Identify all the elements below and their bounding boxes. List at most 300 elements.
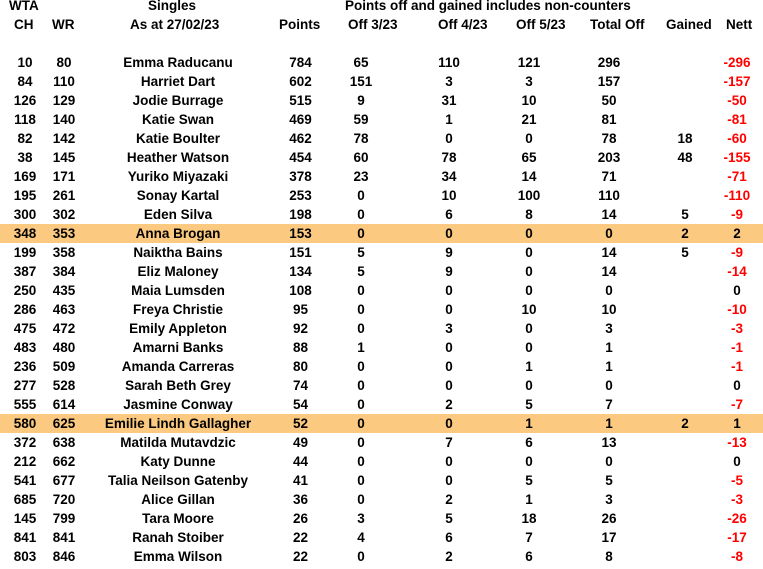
cell-total-off: 8 <box>605 549 613 564</box>
cell-off-3-23: 0 <box>357 359 365 374</box>
table-row <box>0 452 763 471</box>
cell-player-name: Talia Neilson Gatenby <box>107 473 249 488</box>
table-row <box>0 205 763 224</box>
cell-wr: 472 <box>52 321 76 336</box>
cell-gained <box>659 91 711 110</box>
cell-off-3-23: 0 <box>357 454 365 469</box>
cell-off-3-23: 1 <box>357 340 365 355</box>
cell-off-4-23: 0 <box>445 340 453 355</box>
cell-off-5-23: 1 <box>525 492 533 507</box>
cell-ch: 236 <box>13 359 37 374</box>
cell-player-name: Sarah Beth Grey <box>125 378 231 393</box>
cell-nett: 1 <box>711 414 763 433</box>
table-row <box>0 129 763 148</box>
cell-total-off: 1 <box>559 414 659 433</box>
cell-off-5-23: 0 <box>525 264 533 279</box>
cell-points: 602 <box>289 74 312 89</box>
cell-wr: 677 <box>52 473 76 488</box>
cell-nett: -7 <box>730 397 743 412</box>
cell-off-4-23: 2 <box>445 549 453 564</box>
cell-gained <box>659 281 711 300</box>
cell-off-4-23: 0 <box>445 378 453 393</box>
cell-off-3-23: 59 <box>353 112 369 127</box>
cell-nett: -10 <box>727 302 747 317</box>
cell-ch: 126 <box>13 93 37 108</box>
cell-gained <box>659 528 711 547</box>
table-row <box>0 471 763 490</box>
cell-player-name: Naiktha Bains <box>133 245 223 260</box>
cell-ch: 145 <box>13 511 37 526</box>
cell-off-5-23: 0 <box>525 131 533 146</box>
table-row <box>0 91 763 110</box>
cell-off-4-23: 0 <box>445 283 453 298</box>
cell-player-name: Katie Swan <box>141 112 215 127</box>
cell-ch: 803 <box>13 549 37 564</box>
cell-total-off: 157 <box>597 74 621 89</box>
cell-gained <box>659 452 711 471</box>
cell-off-5-23: 10 <box>521 302 537 317</box>
cell-off-4-23: 3 <box>445 74 453 89</box>
cell-ch: 300 <box>13 207 37 222</box>
cell-nett: -60 <box>727 131 747 146</box>
cell-gained: 5 <box>681 245 689 260</box>
cell-off-3-23: 78 <box>353 131 369 146</box>
cell-total-off: 17 <box>601 530 617 545</box>
cell-gained <box>659 490 711 509</box>
table-row <box>0 167 763 186</box>
cell-wr: 662 <box>52 454 76 469</box>
cell-ch: 541 <box>13 473 37 488</box>
cell-gained <box>659 167 711 186</box>
table-row <box>0 110 763 129</box>
cell-total-off: 14 <box>601 207 617 222</box>
cell-player-name: Katy Dunne <box>140 454 216 469</box>
cell-gained <box>659 300 711 319</box>
header-off-4-23: Off 4/23 <box>438 17 488 32</box>
cell-gained <box>659 186 711 205</box>
cell-off-4-23: 0 <box>445 131 453 146</box>
cell-wr: 353 <box>50 224 78 243</box>
cell-gained: 2 <box>659 224 711 243</box>
cell-off-3-23: 0 <box>357 397 365 412</box>
cell-points: 88 <box>292 340 309 355</box>
cell-off-5-23: 0 <box>499 224 559 243</box>
cell-wr: 142 <box>52 131 76 146</box>
cell-off-3-23: 0 <box>357 283 365 298</box>
cell-off-3-23: 0 <box>357 188 365 203</box>
cell-wr: 358 <box>52 245 76 260</box>
table-row <box>0 528 763 547</box>
cell-off-4-23: 0 <box>445 302 453 317</box>
cell-gained <box>659 509 711 528</box>
cell-off-3-23: 0 <box>357 302 365 317</box>
cell-off-4-23: 0 <box>445 473 453 488</box>
cell-points: 41 <box>292 473 309 488</box>
header-total-off: Total Off <box>590 17 645 32</box>
cell-nett: -13 <box>727 435 747 450</box>
cell-off-4-23: 7 <box>445 435 453 450</box>
cell-points: 74 <box>292 378 309 393</box>
cell-off-3-23: 0 <box>357 492 365 507</box>
cell-off-5-23: 3 <box>525 74 533 89</box>
cell-player-name: Eden Silva <box>143 207 213 222</box>
cell-off-4-23: 2 <box>445 397 453 412</box>
cell-ch: 169 <box>13 169 37 184</box>
cell-player-name: Emily Appleton <box>129 321 227 336</box>
cell-nett: 0 <box>733 454 741 469</box>
cell-gained <box>659 338 711 357</box>
cell-player-name: Emma Raducanu <box>123 55 233 70</box>
cell-gained: 2 <box>659 414 711 433</box>
cell-points: 36 <box>292 492 309 507</box>
cell-off-5-23: 10 <box>521 93 537 108</box>
cell-player-name: Sonay Kartal <box>136 188 220 203</box>
table-row <box>0 509 763 528</box>
table-row <box>0 186 763 205</box>
cell-off-5-23: 0 <box>525 321 533 336</box>
cell-nett: -8 <box>730 549 743 564</box>
cell-total-off: 71 <box>601 169 617 184</box>
cell-off-5-23: 0 <box>525 378 533 393</box>
cell-wr: 129 <box>52 93 76 108</box>
cell-off-3-23: 0 <box>323 414 399 433</box>
cell-points: 44 <box>292 454 309 469</box>
table-row <box>0 224 763 243</box>
cell-total-off: 1 <box>605 359 613 374</box>
cell-off-5-23: 7 <box>525 530 533 545</box>
cell-wr: 799 <box>52 511 76 526</box>
cell-player-name: Yuriko Miyazaki <box>127 169 229 184</box>
cell-off-5-23: 5 <box>525 473 533 488</box>
cell-points: 95 <box>292 302 309 317</box>
cell-total-off: 5 <box>605 473 613 488</box>
cell-ch: 199 <box>13 245 37 260</box>
header-points: Points <box>279 17 321 32</box>
cell-gained <box>659 433 711 452</box>
cell-wr: 140 <box>52 112 76 127</box>
cell-player-name: Matilda Mutavdzic <box>120 435 236 450</box>
cell-total-off: 10 <box>601 302 617 317</box>
table-row <box>0 148 763 167</box>
cell-off-4-23: 6 <box>445 207 453 222</box>
cell-points: 462 <box>289 131 312 146</box>
cell-wr: 614 <box>52 397 76 412</box>
cell-wr: 463 <box>52 302 76 317</box>
cell-points: 49 <box>292 435 309 450</box>
cell-off-3-23: 0 <box>357 435 365 450</box>
cell-ch: 212 <box>13 454 37 469</box>
cell-points: 198 <box>289 207 312 222</box>
cell-ch: 580 <box>0 414 50 433</box>
cell-points: 108 <box>289 283 312 298</box>
table-row <box>0 376 763 395</box>
cell-wr: 528 <box>52 378 76 393</box>
header-ch: CH <box>14 17 34 32</box>
cell-off-3-23: 0 <box>357 378 365 393</box>
cell-wr: 846 <box>52 549 76 564</box>
cell-wr: 625 <box>50 414 78 433</box>
cell-off-4-23: 3 <box>445 321 453 336</box>
cell-gained <box>659 376 711 395</box>
cell-points: 22 <box>292 549 309 564</box>
cell-ch: 118 <box>14 112 36 127</box>
cell-points: 92 <box>292 321 309 336</box>
table-row <box>0 53 763 72</box>
cell-off-5-23: 0 <box>525 340 533 355</box>
cell-ch: 10 <box>17 55 33 70</box>
cell-gained <box>659 471 711 490</box>
cell-off-3-23: 60 <box>353 150 369 165</box>
cell-points: 378 <box>289 169 312 184</box>
table-row <box>0 490 763 509</box>
cell-ch: 348 <box>0 224 50 243</box>
cell-off-5-23: 0 <box>525 454 533 469</box>
cell-points: 784 <box>289 55 312 70</box>
table-row <box>0 262 763 281</box>
cell-nett: -50 <box>727 93 747 108</box>
header-nett: Nett <box>726 17 753 32</box>
cell-off-3-23: 5 <box>357 264 365 279</box>
cell-off-3-23: 0 <box>357 321 365 336</box>
cell-player-name: Tara Moore <box>142 511 214 526</box>
cell-player-name: Alice Gillan <box>141 492 215 507</box>
cell-player-name: Harriet Dart <box>140 74 216 89</box>
cell-off-4-23: 0 <box>399 224 499 243</box>
cell-total-off: 0 <box>605 454 613 469</box>
cell-points: 26 <box>292 511 309 526</box>
cell-player-name: Emma Wilson <box>133 549 223 564</box>
cell-total-off: 110 <box>598 188 620 203</box>
cell-off-4-23: 2 <box>445 492 453 507</box>
cell-wr: 638 <box>52 435 76 450</box>
header-singles: Singles <box>148 0 197 13</box>
cell-off-5-23: 21 <box>521 112 537 127</box>
table-row <box>0 319 763 338</box>
table-row <box>0 281 763 300</box>
cell-player-name: Amanda Carreras <box>121 359 235 374</box>
cell-off-3-23: 9 <box>357 93 365 108</box>
cell-player-name: Katie Boulter <box>135 131 220 146</box>
cell-nett: 2 <box>711 224 763 243</box>
table-row <box>0 414 763 433</box>
cell-points: 253 <box>289 188 312 203</box>
header-as-at: As at 27/02/23 <box>130 17 220 32</box>
cell-ch: 195 <box>13 188 37 203</box>
table-row <box>0 338 763 357</box>
header-gained: Gained <box>666 17 712 32</box>
cell-nett: 0 <box>733 378 741 393</box>
cell-off-5-23: 0 <box>525 245 533 260</box>
cell-off-5-23: 14 <box>521 169 537 184</box>
cell-points: 52 <box>278 414 323 433</box>
cell-off-5-23: 6 <box>525 549 533 564</box>
cell-points: 151 <box>289 245 312 260</box>
cell-off-5-23: 18 <box>521 511 537 526</box>
cell-total-off: 0 <box>559 224 659 243</box>
cell-off-4-23: 0 <box>399 414 499 433</box>
cell-off-3-23: 0 <box>323 224 399 243</box>
cell-total-off: 78 <box>601 131 617 146</box>
cell-player-name: Maia Lumsden <box>131 283 225 298</box>
cell-off-4-23: 10 <box>441 188 457 203</box>
cell-gained <box>659 53 711 72</box>
cell-nett: -155 <box>723 150 751 165</box>
cell-total-off: 26 <box>601 511 617 526</box>
cell-off-3-23: 23 <box>353 169 369 184</box>
cell-nett: -9 <box>730 245 743 260</box>
cell-nett: -1 <box>730 340 743 355</box>
cell-off-5-23: 0 <box>525 283 533 298</box>
cell-player-name: Emilie Lindh Gallagher <box>78 414 278 433</box>
cell-off-3-23: 0 <box>357 207 365 222</box>
cell-wr: 302 <box>52 207 76 222</box>
cell-off-3-23: 4 <box>357 530 365 545</box>
cell-gained <box>659 72 711 91</box>
header-points-note: Points off and gained includes non-counters <box>345 0 631 13</box>
cell-off-4-23: 31 <box>441 93 457 108</box>
cell-nett: -5 <box>730 473 743 488</box>
cell-player-name: Jasmine Conway <box>123 397 233 412</box>
table-row <box>0 395 763 414</box>
cell-off-5-23: 1 <box>499 414 559 433</box>
cell-total-off: 14 <box>601 264 617 279</box>
cell-nett: -3 <box>730 321 743 336</box>
cell-total-off: 0 <box>605 283 613 298</box>
table-row <box>0 547 763 566</box>
cell-nett: -1 <box>730 359 743 374</box>
cell-gained: 5 <box>681 207 689 222</box>
cell-total-off: 1 <box>605 340 613 355</box>
cell-wr: 80 <box>56 55 72 70</box>
cell-off-4-23: 6 <box>445 530 453 545</box>
cell-gained <box>659 547 711 566</box>
cell-ch: 277 <box>13 378 37 393</box>
cell-wr: 384 <box>52 264 76 279</box>
cell-ch: 84 <box>17 74 33 89</box>
cell-ch: 372 <box>13 435 37 450</box>
cell-off-4-23: 0 <box>445 454 453 469</box>
cell-nett: -157 <box>723 74 751 89</box>
cell-ch: 685 <box>13 492 37 507</box>
cell-gained <box>659 262 711 281</box>
cell-off-3-23: 151 <box>349 74 373 89</box>
table-row <box>0 243 763 262</box>
cell-wr: 720 <box>52 492 76 507</box>
cell-off-4-23: 5 <box>445 511 453 526</box>
cell-wr: 261 <box>52 188 76 203</box>
table-row <box>0 433 763 452</box>
cell-off-3-23: 0 <box>357 549 365 564</box>
table-row <box>0 300 763 319</box>
cell-gained <box>659 319 711 338</box>
cell-total-off: 14 <box>601 245 617 260</box>
cell-wr: 841 <box>52 530 76 545</box>
cell-off-4-23: 78 <box>441 150 457 165</box>
cell-nett: -26 <box>727 511 747 526</box>
cell-off-5-23: 121 <box>517 55 541 70</box>
rankings-table <box>0 53 763 566</box>
cell-player-name: Jodie Burrage <box>132 93 224 108</box>
cell-points: 454 <box>289 150 312 165</box>
cell-off-5-23: 8 <box>525 207 533 222</box>
cell-points: 80 <box>292 359 309 374</box>
cell-nett: -9 <box>730 207 743 222</box>
cell-ch: 250 <box>13 283 37 298</box>
cell-total-off: 7 <box>605 397 613 412</box>
header-wta: WTA <box>9 0 39 13</box>
cell-ch: 38 <box>17 150 33 165</box>
header-off-5-23: Off 5/23 <box>516 17 566 32</box>
cell-gained: 48 <box>677 150 693 165</box>
header-off-3-23: Off 3/23 <box>348 17 398 32</box>
cell-gained <box>659 357 711 376</box>
cell-off-5-23: 5 <box>525 397 533 412</box>
cell-off-3-23: 0 <box>357 473 365 488</box>
cell-off-3-23: 5 <box>357 245 365 260</box>
cell-off-4-23: 110 <box>438 55 460 70</box>
cell-player-name: Eliz Maloney <box>137 264 219 279</box>
cell-gained: 18 <box>677 131 693 146</box>
cell-nett: -81 <box>727 112 747 127</box>
cell-total-off: 50 <box>601 93 617 108</box>
cell-nett: -296 <box>723 55 751 70</box>
cell-gained <box>659 395 711 414</box>
cell-ch: 82 <box>17 131 33 146</box>
cell-wr: 509 <box>52 359 76 374</box>
cell-nett: -110 <box>723 188 751 203</box>
table-row <box>0 357 763 376</box>
cell-ch: 475 <box>13 321 37 336</box>
cell-player-name: Heather Watson <box>126 150 230 165</box>
cell-off-5-23: 6 <box>525 435 533 450</box>
cell-player-name: Anna Brogan <box>78 224 278 243</box>
table-row <box>0 72 763 91</box>
cell-points: 134 <box>289 264 312 279</box>
cell-points: 153 <box>278 224 323 243</box>
cell-nett: -71 <box>727 169 747 184</box>
cell-off-5-23: 1 <box>525 359 533 374</box>
cell-off-4-23: 34 <box>441 169 457 184</box>
cell-points: 22 <box>292 530 309 545</box>
cell-points: 469 <box>289 112 312 127</box>
cell-player-name: Amarni Banks <box>132 340 224 355</box>
cell-points: 515 <box>289 93 312 108</box>
cell-total-off: 3 <box>605 492 613 507</box>
cell-player-name: Freya Christie <box>132 302 224 317</box>
cell-wr: 435 <box>52 283 76 298</box>
cell-ch: 483 <box>13 340 37 355</box>
cell-off-4-23: 9 <box>445 245 453 260</box>
cell-ch: 841 <box>13 530 37 545</box>
cell-wr: 110 <box>53 74 75 89</box>
cell-total-off: 0 <box>605 378 613 393</box>
cell-wr: 171 <box>52 169 76 184</box>
cell-nett: -14 <box>727 264 747 279</box>
cell-ch: 555 <box>13 397 37 412</box>
cell-gained <box>659 110 711 129</box>
cell-player-name: Ranah Stoiber <box>132 530 224 545</box>
cell-total-off: 81 <box>601 112 617 127</box>
cell-off-4-23: 0 <box>445 359 453 374</box>
cell-ch: 286 <box>13 302 37 317</box>
cell-off-5-23: 100 <box>517 188 541 203</box>
cell-total-off: 3 <box>605 321 613 336</box>
cell-nett: -17 <box>727 530 747 545</box>
cell-off-4-23: 1 <box>445 112 453 127</box>
cell-total-off: 296 <box>597 55 621 70</box>
cell-off-4-23: 9 <box>445 264 453 279</box>
header-wr: WR <box>52 17 75 32</box>
